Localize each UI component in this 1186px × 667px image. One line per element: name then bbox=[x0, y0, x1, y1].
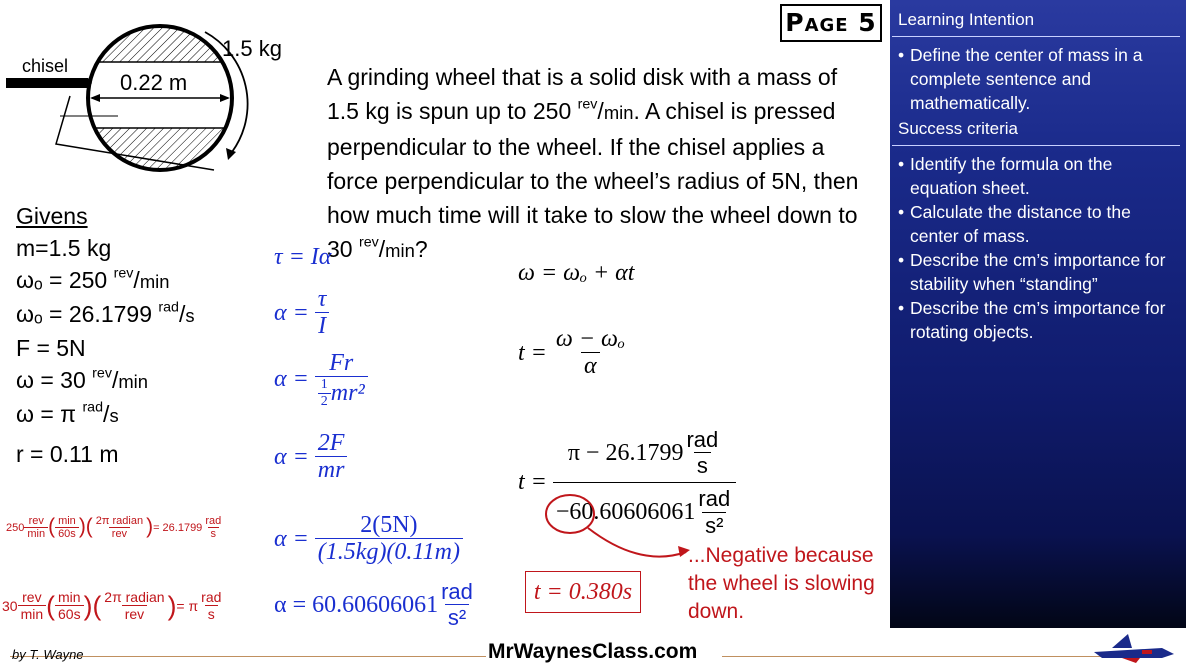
diameter-label: 0.22 m bbox=[120, 70, 188, 95]
negative-sign-annotation bbox=[540, 490, 700, 570]
mass-label: 1.5 kg bbox=[222, 36, 282, 61]
author-credit: by T. Wayne bbox=[12, 647, 84, 662]
list-item: • Calculate the distance to the center of mass. bbox=[898, 200, 1176, 248]
chisel-label: chisel bbox=[22, 56, 69, 76]
torque-equation: τ = Iα bbox=[274, 244, 332, 270]
given-initial-omega-rev: ωₒ = 250 $^{rev}$/min bbox=[16, 265, 170, 293]
answer-box: t = 0.380s bbox=[525, 571, 641, 613]
conversion-rev-to-rad-2: 30 $\frac{\text{rev}}{\min}$ ( $\frac{\min}{60s}$ ) ( $\frac{\text{2π radian}}{\text{rev}}$ ) = π $\frac{\text{rad}}{s}$ bbox=[2, 589, 222, 623]
divider bbox=[892, 145, 1180, 146]
list-item: • Define the center of mass in a complete sentence and mathematically. bbox=[898, 43, 1176, 115]
alpha-substituted: α = $\frac{2(5N)}{(1.5kg)(0.11m)}$ bbox=[274, 512, 463, 567]
givens-list bbox=[16, 200, 195, 470]
given-initial-omega-rad: ωₒ = 26.1799 $^{rad}$/s bbox=[16, 299, 195, 327]
list-item: • Describe the cm’s importance for stability when “standing” bbox=[898, 248, 1176, 296]
page-badge: Page 5 bbox=[780, 4, 882, 42]
kinematic-equation: ω = ωₒ + αt bbox=[518, 260, 635, 286]
problem-text: A grinding wheel that is a solid disk with a mass of 1.5 kg is spun up to 250 $^{rev}$/min. A chisel is pressed perpendicular to the wheel. If the chisel applies a force perpendicular to the wheel’s radius of 5N, then how much time will it take to slow the wheel down to 30 $^{rev}$/min? bbox=[327, 64, 859, 262]
divider bbox=[892, 36, 1180, 37]
learning-intention-title: Learning Intention bbox=[898, 10, 1035, 29]
success-criteria-list bbox=[890, 152, 1186, 344]
alpha-2f-over-mr: α = $\frac{2F}{mr}$ bbox=[274, 430, 347, 485]
given-radius: r = 0.11 m bbox=[16, 441, 119, 467]
time-substituted: t = π − 26.1799 $\frac{\text{rad}}{s}$ −60.60606061 $\frac{\text{rad}}{\text{s²}}$ bbox=[518, 428, 736, 538]
learning-intention-list bbox=[890, 43, 1186, 115]
footer-divider bbox=[722, 656, 1102, 657]
chisel-shape bbox=[6, 78, 88, 88]
given-final-omega-rev: ω = 30 $^{rev}$/min bbox=[16, 365, 148, 393]
sidebar-panel bbox=[890, 0, 1186, 628]
conversion-rev-to-rad-1: 250 $\frac{\text{rev}}{\min}$ ( $\frac{\min}{60s}$ ) ( $\frac{\text{2π radian}}{\text{rev}}$ ) = 26.1799 $\frac{\text{rad}}{s}$ bbox=[6, 515, 222, 541]
given-force: F = 5N bbox=[16, 335, 86, 361]
rocket-logo-icon bbox=[1092, 630, 1176, 664]
success-criteria-title: Success criteria bbox=[898, 119, 1018, 138]
alpha-tau-over-i: α = $\frac{\tau}{I}$ bbox=[274, 286, 329, 341]
alpha-result: α = 60.60606061 $\frac{\text{rad}}{\text{s²}}$ bbox=[274, 579, 473, 631]
given-mass: m=1.5 kg bbox=[16, 235, 112, 261]
given-final-omega-rad: ω = π $^{rad}$/s bbox=[16, 399, 119, 427]
givens-title: Givens bbox=[16, 203, 88, 229]
alpha-fr-over-half-mr2: α = Fr $\frac{1}{2}$ mr² bbox=[274, 350, 368, 410]
list-item: • Identify the formula on the equation sheet. bbox=[898, 152, 1176, 200]
time-formula: t = $\frac{\text{ω − ωₒ}}{\alpha}$ bbox=[518, 326, 625, 380]
negative-note: ...Negative because the wheel is slowing down. bbox=[688, 544, 875, 623]
site-url: MrWaynesClass.com bbox=[488, 640, 698, 663]
list-item: • Describe the cm’s importance for rotating objects. bbox=[898, 296, 1176, 344]
